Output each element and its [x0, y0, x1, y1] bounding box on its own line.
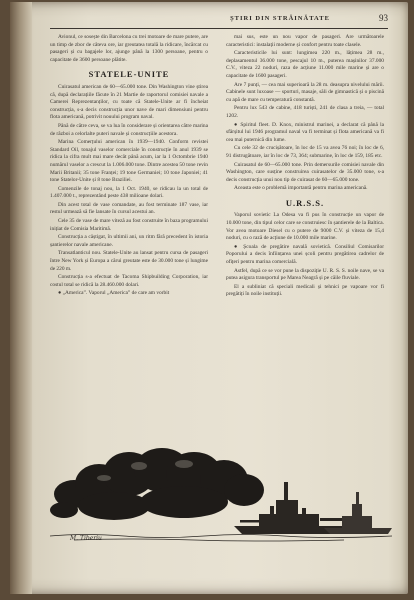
paragraph: Pentru lux 543 de cabine, 418 turiști, 241 de clasa a treia, — total 1202. [226, 105, 384, 119]
paragraph: Marina Comerțului american în 1939—1940. Conform revistei Standard Oil, tonajul vaselor comerciale în construcție în anul 1939 se ridica la cifra mult mai mare decât până acum, iar la 1 Octombrie 1940 numărul vaselor a crescut la 1.006.000 tone. Dintre acestea 50 tone revin Marii Britanii; 35 tone Franței; 19 tone Germaniei; 10 tone Japoniei; 41 tone Statelor-Unite și 8 tone Braziliei. [50, 139, 208, 184]
paragraph: El a subliniat că speciali medicali și tehnici pe vapoare vor fi pregătiți în noile instituții. [226, 283, 384, 298]
smoke-cloud [50, 448, 264, 520]
running-title: ȘTIRI DIN STRĂINĂTATE [230, 15, 330, 22]
page-number: 93 [379, 13, 388, 23]
page-header [50, 10, 388, 29]
paragraph: Comenzile de tonaj nou, la 1 Oct. 1940, se ridicau la un total de 1.407.000 t., reprezentând peste 438 milioane dolari. [50, 185, 208, 200]
paragraph: mai sus, este un nou vapor de pasageri. Are următoarele caracteristici: instalații moderne și confort pentru toate clasele. [226, 34, 384, 48]
paragraph: Astfel, după ce se vor pune la dispoziție U. R. S. S. noile nave, se va putea asigura transportul pe Marea Neagră și pe căile fluviale. [226, 267, 384, 282]
section-title-statele-unite: STATELE-UNITE [88, 69, 170, 80]
paragraph: Cuirasatul de 60—65.000 tone. Prin demersurile comisiei navale din Washington, care susține construirea cuirasatelor de 35.000 tone, s-a decis construcția unui nou tip de cuirasat de 60—65.000 tone. [226, 161, 384, 183]
paragraph: Cele 35 de vase de mare viteză au fost construite în baza programului inițiat de Comisia Maritimă. [50, 218, 208, 232]
paragraph: ● Școala de pregătire navală sovietică. Consiliul Comisarilor Poporului a decis înființarea unei școli pentru pregătirea cadrelor de ofițeri pentru marina comercială. [226, 243, 384, 266]
paragraph: Cuirasatul american de 60—65.000 tone. Din Washington vine știrea că, după declarațiile făcute în 21 Martie de raportorul comisiei navale a Camerei Reprezentanților, cu toate că Statele-Unite ar fi încheiat construcția, s-a decis construcția unor nave de mari dimensiuni pentru flota americană, potrivit nouului program naval. [50, 83, 208, 121]
left-column [50, 34, 208, 444]
section-title-urss: U.R.S.S. [285, 197, 325, 208]
paragraph: Construcția a câștigat, în ultimii ani, un ritm fără precedent în istoria șantierelor navale americane. [50, 234, 208, 248]
paragraph: ● „America”. Vaporul „America” de care am vorbit [58, 290, 170, 297]
intro-paragraph: Avionul, ce sosește din Barcelona cu trei motoare de mare putere, are un timp de zbor de câteva ore, iar greutatea totală la ridicare, încărcat cu pasageri și cu bagajele lor, ajunge până la 1300 persoane, pentru o capacitate de 3600 persoane plătite. [50, 34, 208, 63]
page-gutter [10, 2, 32, 594]
artist-signature: M. Tiberiu [70, 535, 102, 542]
paragraph: Caracteristicile lui sunt: lungimea 220 m., lățimea 28 m., deplasamentul 36.000 tone, pescajul 10 m., puterea mașinilor 37.000 C.V., viteza 22 noduri, raza de acțiune 11.000 mile marine și are o capacitate de 1600 pasageri. [226, 50, 384, 79]
warship-smoke-illustration [44, 444, 394, 544]
paragraph: Aceasta este o problemă importantă pentru marina americană. [234, 185, 368, 192]
paragraph: Din acest total de vase comandate, au fost terminate 187 vase, iar restul urmează să fie lansate în cursul acestui an. [50, 201, 208, 216]
paragraph: Transatlanticul nou. Statele-Unite au lansat pentru cursa de pasageri între New York și Europa a cărui greutate este de 30.000 tone și lungime de 220 m. [50, 250, 208, 272]
right-column [226, 34, 384, 444]
paragraph: Are 7 punți, — cea mai superioară la 28 m. deasupra nivelului mării. Cabinele sunt luxoase — sporturi, masaje, săli de gimnastică și o piscină cu apă de mare cu temperatură constantă. [226, 81, 384, 103]
book-page [10, 2, 408, 594]
paragraph: Cu cele 32 de crucișătoare, în loc de 15 va avea 76 noi; în loc de 6, 91 distrugătoare, iar în loc de 73, 364; submarine, în loc de 159, 185 etc. [226, 145, 384, 159]
paragraph: Până de către ceva, se va lua în considerare și orientarea către marina de război a celorlalte puteri navale și construcțiile acestora. [50, 122, 208, 137]
paragraph: Vaporul sovietic La Odesa va fi pus în construcție un vapor de 10.000 tone, din tipul celor care se construiesc în șantierele de la Baltica. Vor avea motoare Diesel cu o putere de 9000 C.V. și viteza de 15,4 noduri, cu o rază de acțiune de 10.000 mile marine. [226, 212, 384, 242]
paragraph: Construcția s-a efectuat de Tacoma Shipbuilding Corporation, iar costul total se ridică la 28.460.000 dolari. [50, 274, 208, 288]
paragraph: ● Spiritul fleet. D. Knox, ministrul marinei, a declarat că până la sfârșitul lui 1946 programul naval va fi terminat și flota americană va fi cea mai puternică din lume. [226, 121, 384, 143]
